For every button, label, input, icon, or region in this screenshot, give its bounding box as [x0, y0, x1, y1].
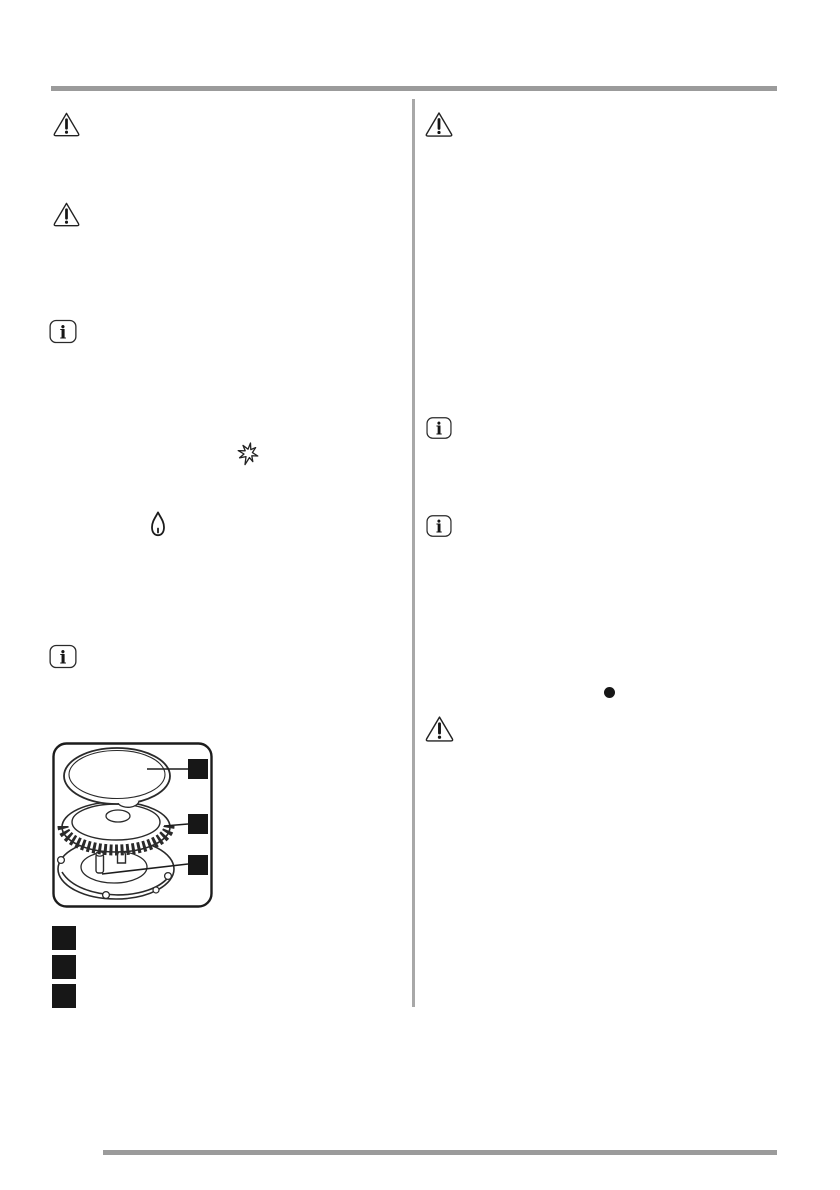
- info-icon: [426, 514, 452, 538]
- info-icon: [49, 644, 77, 669]
- callout-square-1: [188, 759, 208, 779]
- burner-crown: [62, 802, 170, 852]
- legend-marker-2: [52, 955, 76, 979]
- flame-icon: [150, 511, 166, 537]
- info-icon: [49, 319, 77, 344]
- burner-exploded-diagram: [52, 742, 213, 912]
- legend-marker-1: [52, 926, 76, 950]
- warning-triangle-icon: [424, 714, 455, 744]
- bottom-rule: [103, 1150, 777, 1155]
- callout-square-3: [188, 855, 208, 875]
- callout-square-2: [188, 814, 208, 834]
- legend-marker-3: [52, 984, 76, 1008]
- spark-icon: [237, 442, 259, 466]
- top-rule: [51, 86, 777, 91]
- bullet-marker: [604, 687, 615, 698]
- info-icon: [426, 416, 452, 440]
- warning-triangle-icon: [52, 110, 81, 139]
- column-divider: [412, 99, 415, 1007]
- warning-triangle-icon: [52, 200, 81, 229]
- warning-triangle-icon: [424, 110, 454, 139]
